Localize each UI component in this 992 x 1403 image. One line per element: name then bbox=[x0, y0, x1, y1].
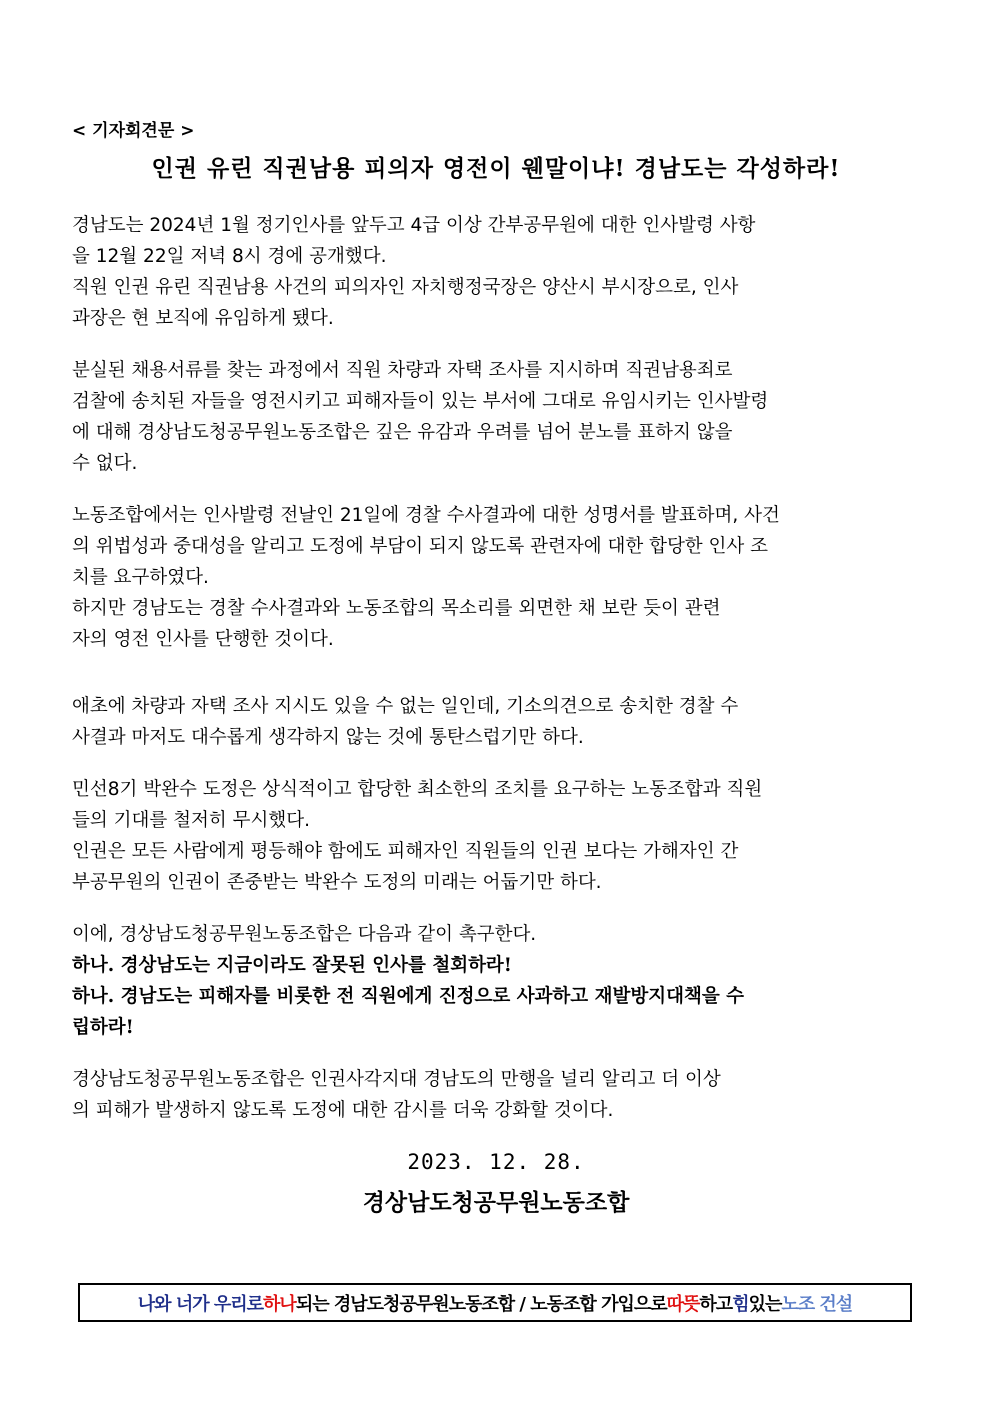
slogan-part: 하고 bbox=[699, 1293, 733, 1315]
text-line: 검찰에 송치된 자들을 영전시키고 피해자들이 있는 부서에 그대로 유임시키는 인사발령 bbox=[72, 391, 769, 412]
demand-1: 하나. 경상남도는 지금이라도 잘못된 인사를 철회하라! bbox=[72, 955, 512, 976]
text-line: 이에, 경상남도청공무원노동조합은 다음과 같이 촉구한다. bbox=[72, 924, 537, 945]
paragraph-spacer bbox=[72, 753, 922, 774]
paragraph-6 bbox=[72, 919, 922, 1043]
text-line: 자의 영전 인사를 단행한 것이다. bbox=[72, 629, 334, 650]
slogan-part: 나와 너가 우리로 bbox=[137, 1293, 264, 1315]
text-line: 경남도는 2024년 1월 정기인사를 앞두고 4급 이상 간부공무원에 대한 인사발령 사항 bbox=[72, 215, 756, 236]
text-line: 치를 요구하였다. bbox=[72, 567, 209, 588]
text-line: 을 12월 22일 저녁 8시 경에 공개했다. bbox=[72, 246, 387, 267]
paragraph-2 bbox=[72, 355, 922, 479]
text-line: 경상남도청공무원노동조합은 인권사각지대 경남도의 만행을 널리 알리고 더 이상 bbox=[72, 1069, 721, 1090]
slogan-part: 하나 bbox=[263, 1293, 296, 1315]
text-line: 인권은 모든 사람에게 평등해야 함에도 피해자인 직원들의 인권 보다는 가해자인 간 bbox=[72, 841, 739, 862]
text-line: 노동조합에서는 인사발령 전날인 21일에 경찰 수사결과에 대한 성명서를 발표하며, 사건 bbox=[72, 505, 780, 526]
slogan-box bbox=[78, 1283, 912, 1322]
slogan-part: 따뜻 bbox=[666, 1293, 700, 1315]
text-line: 직원 인권 유린 직권남용 사건의 피의자인 자치행정국장은 양산시 부시장으로, 인사 bbox=[72, 277, 739, 298]
paragraph-5 bbox=[72, 774, 922, 898]
text-line: 의 피해가 발생하지 않도록 도정에 대한 감시를 더욱 강화할 것이다. bbox=[72, 1100, 614, 1121]
paragraph-1 bbox=[72, 210, 922, 334]
text-line: 들의 기대를 철저히 무시했다. bbox=[72, 810, 310, 831]
text-line: 의 위법성과 중대성을 알리고 도정에 부담이 되지 않도록 관련자에 대한 합당한 인사 조 bbox=[72, 536, 769, 557]
paragraph-spacer bbox=[72, 655, 922, 691]
paragraph-spacer bbox=[72, 898, 922, 919]
text-line: 애초에 차량과 자택 조사 지시도 있을 수 없는 일인데, 기소의견으로 송치한 경찰 수 bbox=[72, 696, 739, 717]
text-line: 하지만 경남도는 경찰 수사결과와 노동조합의 목소리를 외면한 채 보란 듯이 관련 bbox=[72, 598, 721, 619]
paragraph-spacer bbox=[72, 1043, 922, 1064]
text-line: 부공무원의 인권이 존중받는 박완수 도정의 미래는 어둡기만 하다. bbox=[72, 872, 602, 893]
text-line: 에 대해 경상남도청공무원노동조합은 깊은 유감과 우려를 넘어 분노를 표하지 않을 bbox=[72, 422, 733, 443]
paragraph-4 bbox=[72, 691, 922, 753]
page-title: 인권 유린 직권남용 피의자 영전이 웬말이냐! 경남도는 각성하라! bbox=[151, 155, 841, 182]
paragraph-3 bbox=[72, 500, 922, 655]
text-line: 사결과 마저도 대수롭게 생각하지 않는 것에 통탄스럽기만 하다. bbox=[72, 727, 584, 748]
paragraph-spacer bbox=[72, 479, 922, 500]
slogan-part: 있는 bbox=[748, 1293, 782, 1315]
slogan-part: 되는 경남도청공무원노동조합 / 노동조합 가입으로 bbox=[295, 1293, 667, 1315]
text-line: 분실된 채용서류를 찾는 과정에서 직원 차량과 자택 조사를 지시하며 직권남용죄로 bbox=[72, 360, 733, 381]
paragraph-7 bbox=[72, 1064, 922, 1126]
demand-2-line: 립하라! bbox=[72, 1017, 134, 1038]
document-type-label: < 기자회견문 > bbox=[72, 121, 195, 141]
release-date: 2023. 12. 28. bbox=[407, 1150, 585, 1174]
text-line: 과장은 현 보직에 유임하게 됐다. bbox=[72, 308, 334, 329]
text-line: 민선8기 박완수 도정은 상식적이고 합당한 최소한의 조치를 요구하는 노동조합과 직원 bbox=[72, 779, 763, 800]
slogan-part: 노조 건설 bbox=[781, 1293, 853, 1315]
slogan-part: 힘 bbox=[732, 1293, 749, 1315]
paragraph-spacer bbox=[72, 334, 922, 355]
organization-name: 경상남도청공무원노동조합 bbox=[362, 1189, 630, 1216]
demand-2-line: 하나. 경남도는 피해자를 비롯한 전 직원에게 진정으로 사과하고 재발방지대책을 수 bbox=[72, 986, 745, 1007]
text-line: 수 없다. bbox=[72, 453, 138, 474]
document-body bbox=[72, 210, 922, 1126]
